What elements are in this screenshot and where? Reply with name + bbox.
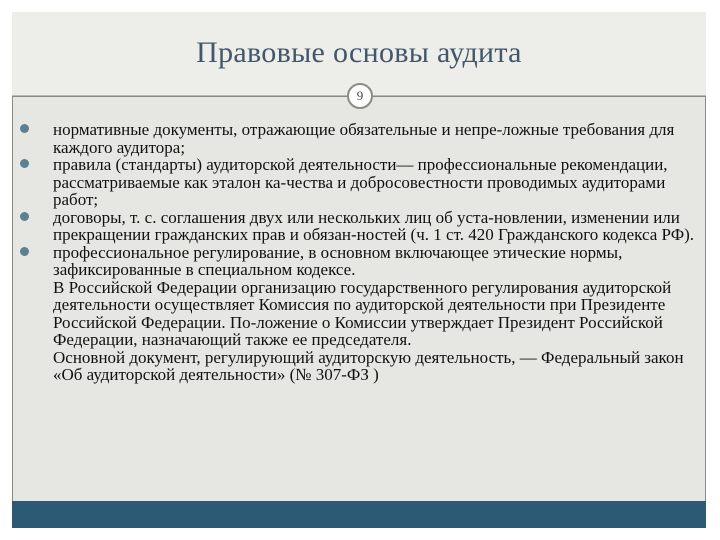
title-divider-left (12, 96, 350, 97)
slide-content (20, 121, 696, 384)
bullet-icon (20, 124, 29, 133)
list-item-text: профессиональное регулирование, в основном включающее этические нормы, зафиксированные в специальном кодексе. (53, 242, 623, 279)
footer-band (12, 501, 706, 528)
list-item (20, 209, 696, 244)
body-paragraph: В Российской Федерации организацию государственного регулирования аудиторской деятельности осуществляет Комиссия по аудиторской деятельности при Президенте Российской Федерации. По-ложение о Комиссии утверждает Президент Российской Федерации, назначающий также ее председателя. (53, 277, 672, 349)
bullet-icon (20, 159, 29, 168)
slide-title: Правовые основы аудита (196, 36, 522, 69)
body-paragraph: Основной документ, регулирующий аудиторскую деятельность, — Федеральный закон «Об аудиторской деятельности» (№ 307-ФЗ ) (53, 347, 684, 384)
list-item-text: договоры, т. с. соглашения двух или нескольких лиц об уста-новлении, изменении или прекращении гражданских прав и обязан-ностей (ч. 1 ст. 420 Гражданского кодекса РФ). (53, 207, 695, 244)
list-item (20, 244, 696, 279)
list-item (20, 121, 696, 156)
list-item-text: правила (стандарты) аудиторской деятельности— профессиональные рекомендации, рассматриваемые как эталон ка-чества и добросовестности проводимых аудиторами работ; (53, 155, 668, 209)
bullet-icon (20, 212, 29, 221)
title-divider-right (372, 96, 706, 97)
list-item-text: нормативные документы, отражающие обязательные и непре-ложные требования для каждого аудитора; (53, 120, 675, 157)
list-item (20, 156, 696, 209)
bullet-icon (20, 247, 29, 256)
page-number-badge: 9 (347, 83, 373, 109)
